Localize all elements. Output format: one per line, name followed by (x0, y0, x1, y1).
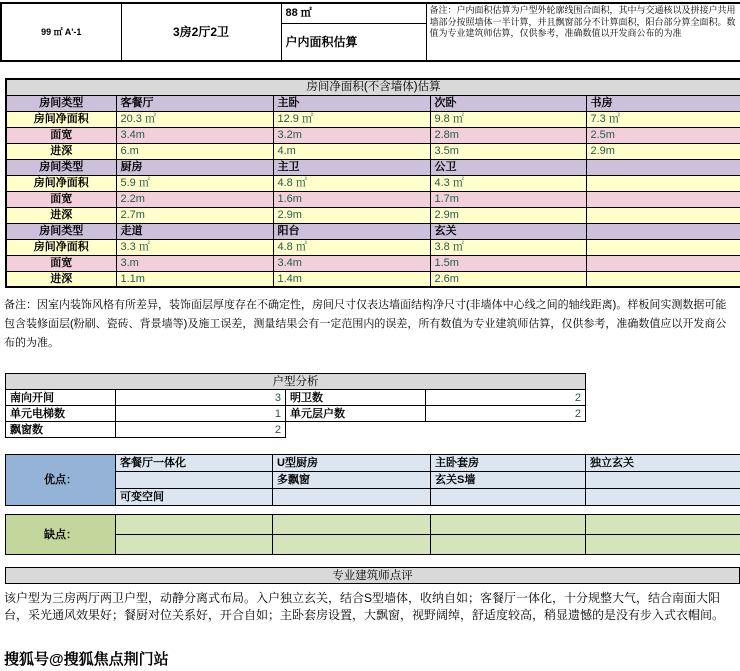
width-value-cell: 3.4m (273, 255, 430, 271)
analysis-value: 2 (426, 406, 586, 422)
cons-cell (116, 515, 273, 535)
depth-value-cell: 1.1m (116, 271, 273, 287)
room-type-row (6, 159, 740, 175)
room-name-cell: 厨房 (116, 159, 273, 175)
area-value-cell: 5.9 ㎡ (116, 175, 273, 191)
room-width-row (6, 191, 740, 207)
room-name-cell: 阳台 (273, 223, 430, 239)
unit-area-cell: 88 ㎡ (281, 3, 426, 23)
header-note: 备注：户内面积估算为户型外轮廓线围合面积，其中与交通核以及拼接户共用墙部分按照墙体一半计算，并且飘窗部分不计算面积，阳台部分算全面积。数值为专业建筑师估算，仅供参考，准确数值以开发商公布的为准 (426, 3, 740, 61)
row-label-width: 面宽 (6, 255, 116, 271)
room-type-row (6, 95, 740, 111)
pros-row (6, 489, 740, 506)
measurement-note: 备注：因室内装饰风格有所差异，装饰面层厚度存在不确定性，房间尺寸仅表达墙面结构净尺寸(非墙体中心线之间的轴线距离)。样板间实测数据可能包含装修面层(粉刷、瓷砖、背景墙等)及施工误差，测量结果会有一定范围内的误差，所有数值为专业建筑师估算，仅供参考，准确数值应以开发商公布的为准。 (4, 296, 737, 353)
cons-cell (273, 535, 431, 555)
width-value-cell: 2.8m (430, 127, 586, 143)
row-label-depth: 进深 (6, 207, 116, 223)
area-value-cell: 9.8 ㎡ (430, 111, 586, 127)
area-value-cell: 4.8 ㎡ (273, 175, 430, 191)
analysis-title: 户型分析 (6, 374, 586, 390)
row-label-width: 面宽 (6, 127, 116, 143)
cons-cell (116, 535, 273, 555)
cons-table (5, 514, 740, 555)
depth-value-cell: 2.9m (273, 207, 430, 223)
pros-cell (116, 472, 273, 489)
pros-cell (431, 489, 586, 506)
width-value-cell: 3.m (116, 255, 273, 271)
room-name-cell: 书房 (586, 95, 740, 111)
analysis-row (6, 422, 586, 438)
depth-value-cell: 2.7m (116, 207, 273, 223)
area-value-cell (586, 239, 740, 255)
analysis-label: 飘窗数 (6, 422, 116, 438)
width-value-cell (586, 255, 740, 271)
unit-summary-table (0, 2, 740, 62)
cons-row (6, 535, 740, 555)
watermark: 搜狐号@搜狐焦点荆门站 (4, 648, 169, 669)
pros-cell: 可变空间 (116, 489, 273, 506)
row-label-area: 房间净面积 (6, 111, 116, 127)
analysis-title-row (6, 374, 586, 390)
area-value-cell: 4.8 ㎡ (273, 239, 430, 255)
pros-cell: 玄关S墙 (431, 472, 586, 489)
pros-cell: 独立玄关 (586, 455, 740, 472)
review-text: 该户型为三房两厅两卫户型，动静分离式布局。入户独立玄关，结合S型墙体，收纳自如；客餐厅一体化，十分规整大气，结合南面大阳台，采光通风效果好；餐厨对位关系好，开合自如；主卧套房设置，大飘窗，视野阔绰，舒适度较高，稍显遗憾的是没有步入式衣帽间。 (2, 588, 738, 626)
row-label-area: 房间净面积 (6, 239, 116, 255)
pros-cell: 多飘窗 (273, 472, 431, 489)
room-table-title-row (6, 79, 740, 95)
cons-cell (273, 515, 431, 535)
width-value-cell: 2.2m (116, 191, 273, 207)
depth-value-cell: 3.5m (430, 143, 586, 159)
cons-label: 缺点： (6, 515, 116, 555)
depth-value-cell (586, 207, 740, 223)
width-value-cell: 1.7m (430, 191, 586, 207)
cons-cell (586, 535, 740, 555)
area-value-cell: 12.9 ㎡ (273, 111, 430, 127)
analysis-table (5, 373, 586, 438)
room-area-row (6, 239, 740, 255)
depth-value-cell: 2.9m (430, 207, 586, 223)
depth-value-cell: 4.m (273, 143, 430, 159)
width-value-cell: 1.5m (430, 255, 586, 271)
room-name-cell (586, 159, 740, 175)
room-depth-row (6, 271, 740, 287)
area-value-cell (586, 175, 740, 191)
area-value-cell: 3.8 ㎡ (430, 239, 586, 255)
row-label-type: 房间类型 (6, 159, 116, 175)
room-type-row (6, 223, 740, 239)
pros-cell (273, 489, 431, 506)
room-depth-row (6, 143, 740, 159)
review-title-table (5, 567, 740, 584)
unit-code-cell: 99 ㎡ A'-1 (1, 3, 121, 61)
summary-row (1, 3, 740, 23)
area-value-cell: 7.3 ㎡ (586, 111, 740, 127)
row-label-depth: 进深 (6, 143, 116, 159)
room-name-cell: 玄关 (430, 223, 586, 239)
room-name-cell: 走道 (116, 223, 273, 239)
analysis-label: 单元电梯数 (6, 406, 116, 422)
room-area-table (5, 78, 740, 288)
room-name-cell: 客餐厅 (116, 95, 273, 111)
room-depth-row (6, 207, 740, 223)
cons-cell (431, 535, 586, 555)
row-label-width: 面宽 (6, 191, 116, 207)
analysis-label: 单元层户数 (286, 406, 426, 422)
cons-row (6, 515, 740, 535)
depth-value-cell: 2.9m (586, 143, 740, 159)
width-value-cell: 2.5m (586, 127, 740, 143)
pros-row (6, 455, 740, 472)
width-value-cell (586, 191, 740, 207)
depth-value-cell (586, 271, 740, 287)
room-name-cell: 公卫 (430, 159, 586, 175)
analysis-row (6, 390, 586, 406)
analysis-value: 3 (116, 390, 286, 406)
pros-cell: 主卧套房 (431, 455, 586, 472)
row-label-depth: 进深 (6, 271, 116, 287)
unit-layout-cell: 3房2厅2卫 (121, 3, 281, 61)
room-table-title: 房间净面积(不含墙体)估算 (6, 79, 740, 95)
row-label-area: 房间净面积 (6, 175, 116, 191)
analysis-value: 1 (116, 406, 286, 422)
row-label-type: 房间类型 (6, 95, 116, 111)
area-value-cell: 20.3 ㎡ (116, 111, 273, 127)
width-value-cell: 3.2m (273, 127, 430, 143)
analysis-label: 南向开间 (6, 390, 116, 406)
room-width-row (6, 127, 740, 143)
room-name-cell: 主卫 (273, 159, 430, 175)
area-estimate-label: 户内面积估算 (281, 23, 426, 61)
room-area-row (6, 111, 740, 127)
analysis-value: 2 (426, 390, 586, 406)
pros-cell (586, 472, 740, 489)
area-value-cell: 3.3 ㎡ (116, 239, 273, 255)
width-value-cell: 3.4m (116, 127, 273, 143)
cons-cell (586, 515, 740, 535)
analysis-value: 2 (116, 422, 286, 438)
review-title-row (6, 568, 740, 584)
row-label-type: 房间类型 (6, 223, 116, 239)
room-name-cell: 次卧 (430, 95, 586, 111)
room-width-row (6, 255, 740, 271)
depth-value-cell: 2.6m (430, 271, 586, 287)
room-area-row (6, 175, 740, 191)
depth-value-cell: 6.m (116, 143, 273, 159)
pros-row (6, 472, 740, 489)
width-value-cell: 1.6m (273, 191, 430, 207)
pros-label: 优点： (6, 455, 116, 506)
analysis-empty-cell (286, 422, 586, 438)
pros-table (5, 454, 740, 506)
analysis-row (6, 406, 586, 422)
pros-cell: 客餐厅一体化 (116, 455, 273, 472)
pros-cell: U型厨房 (273, 455, 431, 472)
depth-value-cell: 1.4m (273, 271, 430, 287)
analysis-label: 明卫数 (286, 390, 426, 406)
review-title: 专业建筑师点评 (6, 568, 740, 584)
room-name-cell: 主卧 (273, 95, 430, 111)
pros-cell (586, 489, 740, 506)
room-name-cell (586, 223, 740, 239)
cons-cell (431, 515, 586, 535)
area-value-cell: 4.3 ㎡ (430, 175, 586, 191)
